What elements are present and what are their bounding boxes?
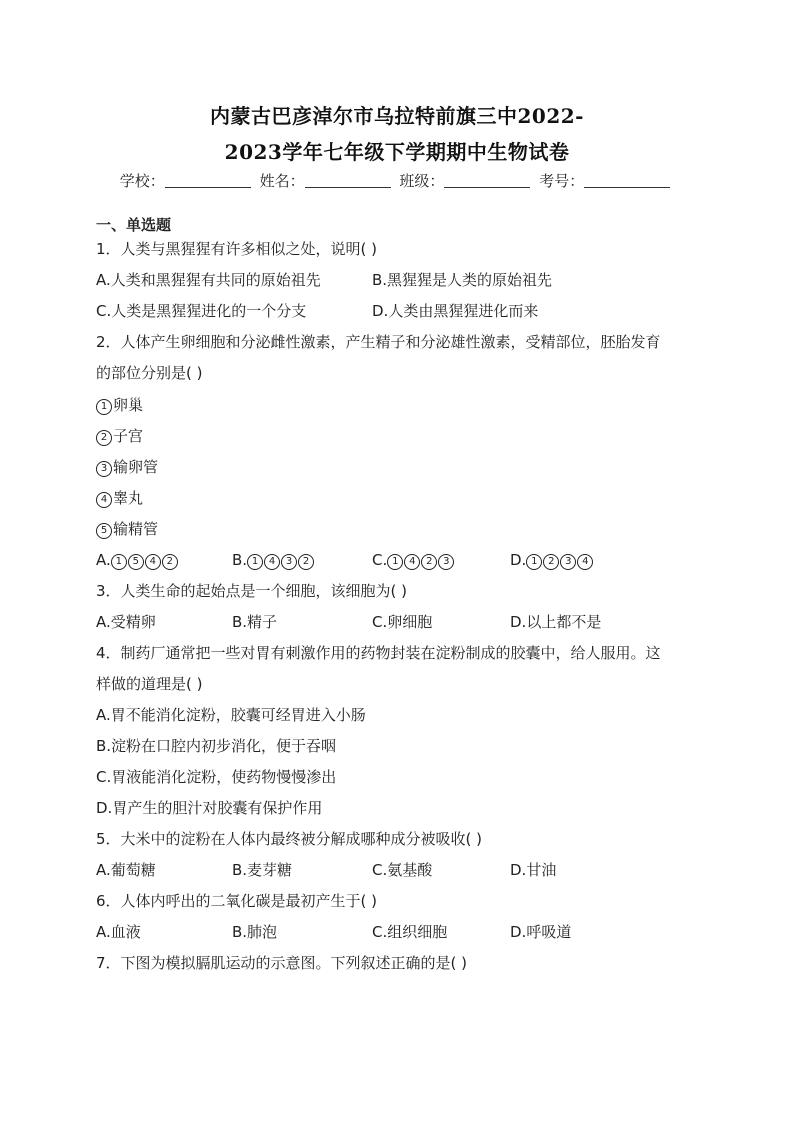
circled-number-2: 2: [96, 430, 112, 446]
question-2-stem-line-1: 2．人体产生卵细胞和分泌雌性激素，产生精子和分泌雄性激素，受精部位，胚胎发育: [96, 333, 661, 351]
question-4-option-d: D.胃产生的胆汁对胶囊有保护作用: [96, 799, 323, 817]
question-7-stem: 7．下图为模拟膈肌运动的示意图。下列叙述正确的是( ): [96, 954, 468, 972]
question-4-stem-line-1: 4．制药厂通常把一些对胃有刺激作用的药物封装在淀粉制成的胶囊中，给人服用。这: [96, 644, 661, 662]
circled-number: 1: [247, 554, 263, 570]
circled-number: 2: [298, 554, 314, 570]
circled-number-5: 5: [96, 523, 112, 539]
class-blank: [444, 173, 530, 188]
question-6-option-b: B.肺泡: [232, 923, 278, 941]
question-5-stem: 5．大米中的淀粉在人体内最终被分解成哪种成分被吸收( ): [96, 830, 483, 848]
question-6-option-d: D.呼吸道: [510, 923, 572, 941]
question-2-item-2: [96, 426, 143, 446]
circled-number: 3: [438, 554, 454, 570]
circled-number: 4: [264, 554, 280, 570]
question-2-option-b: [232, 550, 315, 570]
section-heading: 一、单选题: [96, 216, 172, 234]
question-2-option-c: [372, 550, 455, 570]
question-5-option-a: A.葡萄糖: [96, 861, 156, 879]
question-2-item-3-text: 输卵管: [113, 458, 159, 476]
school-label: 学校：: [119, 172, 165, 190]
name-label: 姓名：: [259, 172, 305, 190]
question-2-stem-line-2: 的部位分别是( ): [96, 364, 203, 382]
question-2-item-1-text: 卵巢: [113, 396, 144, 414]
question-5-option-b: B.麦芽糖: [232, 861, 293, 879]
question-1-option-a: A.人类和黑猩猩有共同的原始祖先: [96, 271, 321, 289]
exam-title-line-1: 内蒙古巴彦淖尔市乌拉特前旗三中2022-: [210, 104, 584, 128]
question-2-item-2-text: 子宫: [113, 427, 144, 445]
circled-number-3: 3: [96, 461, 112, 477]
question-6-option-a: A.血液: [96, 923, 141, 941]
question-2-item-4-text: 睾丸: [113, 489, 144, 507]
question-1-option-b: B.黑猩猩是人类的原始祖先: [372, 271, 553, 289]
question-2-option-d: [510, 550, 594, 570]
question-2-item-5: [96, 519, 158, 539]
question-3-option-c: C.卵细胞: [372, 613, 433, 631]
question-3-option-a: A.受精卵: [96, 613, 156, 631]
circled-number: 3: [560, 554, 576, 570]
question-4-stem-line-2: 样做的道理是( ): [96, 675, 203, 693]
class-label: 班级：: [399, 172, 445, 190]
circled-number: 1: [111, 554, 127, 570]
circled-number: 2: [421, 554, 437, 570]
exam-number-label: 考号：: [539, 172, 585, 190]
circled-number-4: 4: [96, 492, 112, 508]
question-3-option-d: D.以上都不是: [510, 613, 602, 631]
question-2-item-5-text: 输精管: [113, 520, 159, 538]
question-5-option-d: D.甘油: [510, 861, 557, 879]
circled-number: 2: [162, 554, 178, 570]
question-4-option-b: B.淀粉在口腔内初步消化，便于吞咽: [96, 737, 337, 755]
option-c-label: C.: [372, 551, 388, 569]
option-a-label: A.: [96, 551, 111, 569]
question-1-option-d: D.人类由黑猩猩进化而来: [372, 302, 539, 320]
circled-number: 1: [526, 554, 542, 570]
question-6-stem: 6．人体内呼出的二氧化碳是最初产生于( ): [96, 892, 378, 910]
question-2-option-a: [96, 550, 179, 570]
circled-number: 4: [404, 554, 420, 570]
question-2-item-1: [96, 395, 143, 415]
circled-number: 4: [577, 554, 593, 570]
circled-number: 3: [281, 554, 297, 570]
question-1-stem: 1．人类与黑猩猩有许多相似之处，说明( ): [96, 240, 378, 258]
option-b-label: B.: [232, 551, 248, 569]
question-2-item-4: [96, 488, 143, 508]
question-6-option-c: C.组织细胞: [372, 923, 448, 941]
question-4-option-c: C.胃液能消化淀粉，使药物慢慢渗出: [96, 768, 337, 786]
circled-number: 1: [387, 554, 403, 570]
circled-number: 4: [145, 554, 161, 570]
circled-number: 5: [128, 554, 144, 570]
question-3-stem: 3．人类生命的起始点是一个细胞，该细胞为( ): [96, 582, 408, 600]
question-1-option-c: C.人类是黑猩猩进化的一个分支: [96, 302, 307, 320]
question-2-item-3: [96, 457, 158, 477]
question-3-option-b: B.精子: [232, 613, 278, 631]
exam-title-line-2: 2023学年七年级下学期期中生物试卷: [224, 140, 570, 164]
name-blank: [305, 173, 391, 188]
question-4-option-a: A.胃不能消化淀粉，胶囊可经胃进入小肠: [96, 706, 366, 724]
circled-number: 2: [543, 554, 559, 570]
school-blank: [165, 173, 251, 188]
circled-number-1: 1: [96, 399, 112, 415]
question-5-option-c: C.氨基酸: [372, 861, 433, 879]
option-d-label: D.: [510, 551, 527, 569]
student-info-row: [0, 170, 794, 191]
exam-number-blank: [584, 173, 670, 188]
